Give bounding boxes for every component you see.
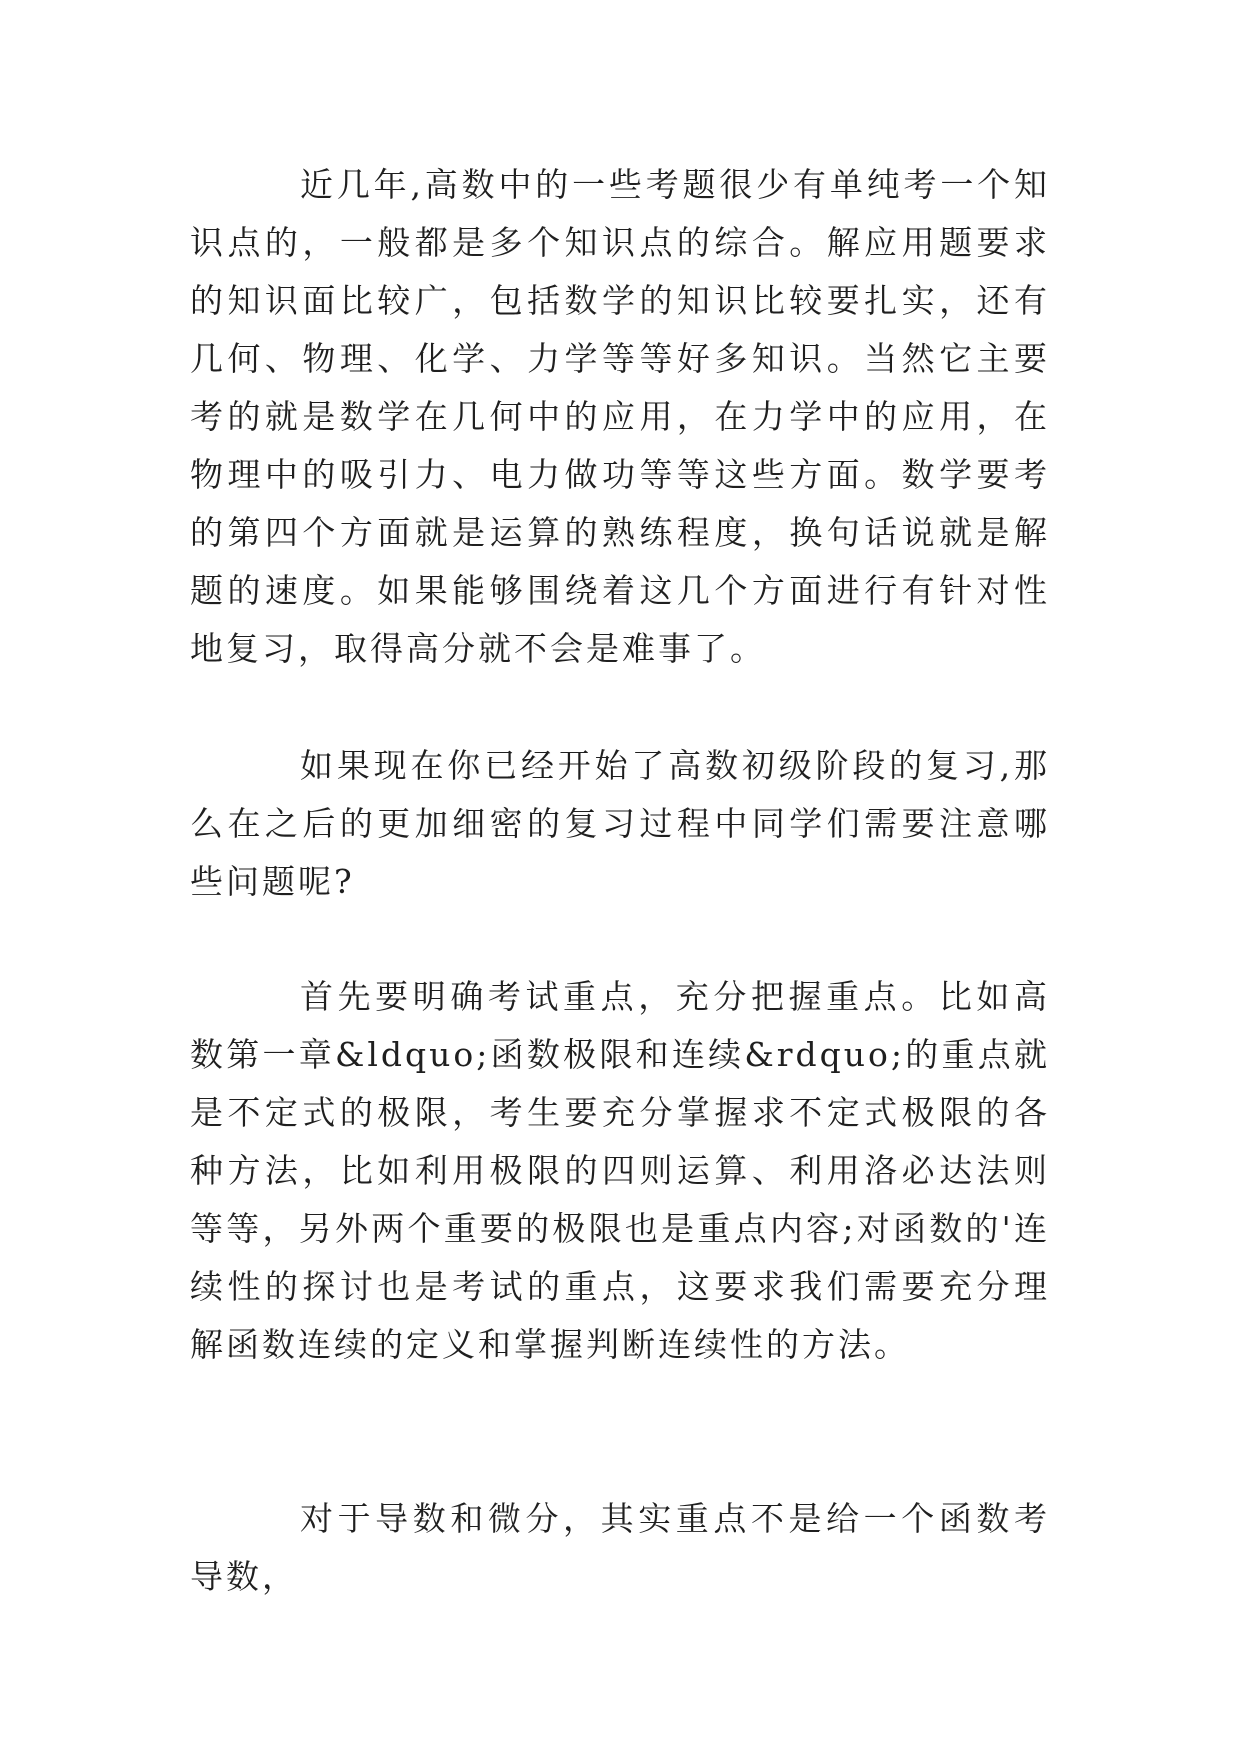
paragraph-1: 近几年,高数中的一些考题很少有单纯考一个知识点的，一般都是多个知识点的综合。解应用题要求的知识面比较广，包括数学的知识比较要扎实，还有几何、物理、化学、力学等等好多知识。当然它主要考的就是数学在几何中的应用，在力学中的应用，在物理中的吸引力、电力做功等等这些方面。数学要考的第四个方面就是运算的熟练程度，换句话说就是解题的速度。如果能够围绕着这几个方面进行有针对性地复习，取得高分就不会是难事了。 (190, 165, 1050, 668)
paragraph-4: 对于导数和微分，其实重点不是给一个函数考导数， (190, 1499, 1050, 1596)
paragraph-3: 首先要明确考试重点，充分把握重点。比如高数第一章&ldquo;函数极限和连续&rdquo;的重点就是不定式的极限，考生要充分掌握求不定式极限的各种方法，比如利用极限的四则运算、利用洛必达法则等等，另外两个重要的极限也是重点内容;对函数的'连续性的探讨也是考试的重点，这要求我们需要充分理解函数连续的定义和掌握判断连续性的方法。 (190, 977, 1050, 1364)
paragraph-2: 如果现在你已经开始了高数初级阶段的复习,那么在之后的更加细密的复习过程中同学们需要注意哪些问题呢? (190, 746, 1050, 901)
